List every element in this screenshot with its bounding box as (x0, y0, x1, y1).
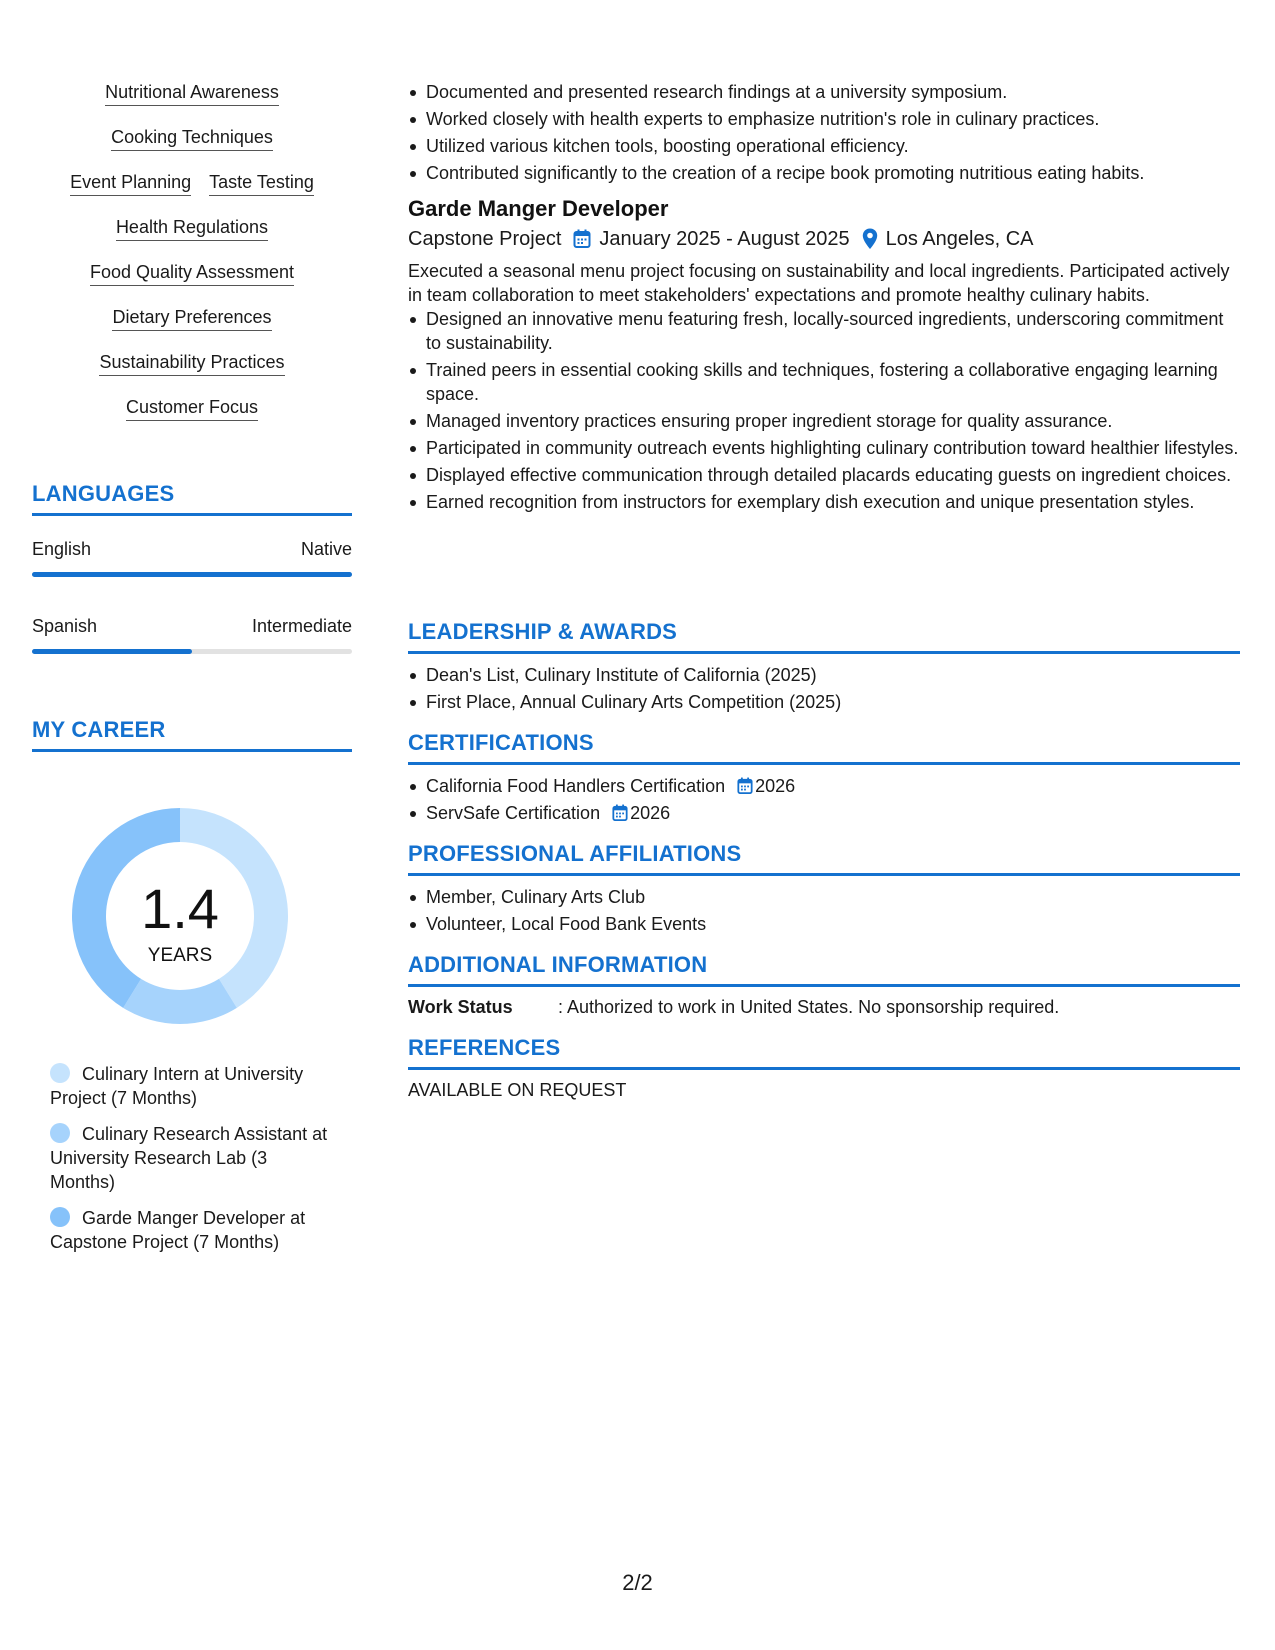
calendar-icon (737, 777, 753, 795)
career-section (32, 716, 352, 752)
career-donut-chart (60, 796, 300, 1036)
calendar-icon (573, 229, 591, 249)
awards-heading: LEADERSHIP & AWARDS (408, 619, 678, 644)
legend-dot (50, 1207, 70, 1227)
bullet-item: Earned recognition from instructors for exemplary dish execution and unique presentation styles. (408, 490, 1240, 514)
calendar-icon (612, 804, 628, 822)
section-divider (32, 749, 352, 752)
affiliation-item: Member, Culinary Arts Club (408, 885, 1240, 909)
job-meta (408, 225, 1240, 253)
legend-item (50, 1062, 330, 1110)
work-status-row (408, 995, 1240, 1019)
bullet-item: Designed an innovative menu featuring fresh, locally-sourced ingredients, underscoring commitment to sustainability. (408, 307, 1240, 355)
certifications-section (408, 729, 1240, 828)
skill-row (32, 125, 352, 151)
experience-section (408, 80, 1240, 517)
awards-list (408, 663, 1240, 714)
career-legend (50, 1062, 330, 1266)
section-divider (408, 1067, 1240, 1070)
language-name: English (32, 539, 92, 559)
language-proficiency-fill (32, 572, 352, 577)
skill-row (32, 170, 352, 196)
legend-item (50, 1206, 330, 1254)
skill-tag: Dietary Preferences (112, 305, 271, 331)
languages-heading: LANGUAGES (32, 481, 175, 506)
skill-tag: Customer Focus (126, 395, 258, 421)
affiliations-list (408, 885, 1240, 936)
language-item (32, 615, 352, 654)
certification-year: 2026 (630, 803, 671, 823)
certification-item (408, 801, 1240, 825)
skill-tag: Food Quality Assessment (90, 260, 294, 286)
job-title: Garde Manger Developer (408, 196, 669, 221)
skill-row (32, 305, 352, 331)
certification-year: 2026 (755, 776, 796, 796)
certification-name: ServSafe Certification (426, 803, 601, 823)
section-divider (408, 762, 1240, 765)
bullet-item: Worked closely with health experts to emphasize nutrition's role in culinary practices. (408, 107, 1240, 131)
language-proficiency-bar (32, 572, 352, 577)
skill-tag: Event Planning (70, 170, 191, 196)
awards-section (408, 618, 1240, 717)
legend-label: Culinary Research Assistant at University Research Lab (3 Months) (50, 1124, 328, 1192)
certification-name: California Food Handlers Certification (426, 776, 726, 796)
language-proficiency-bar (32, 649, 352, 654)
certifications-heading: CERTIFICATIONS (408, 730, 594, 755)
map-pin-icon (862, 228, 878, 250)
bullet-item: Documented and presented research findings at a university symposium. (408, 80, 1240, 104)
skill-tag: Health Regulations (116, 215, 268, 241)
job-summary: Executed a seasonal menu project focusing on sustainability and local ingredients. Participated actively in team collaboration to meet stakeholders' expectations and promote healthy culinary habits. (408, 261, 1230, 305)
job-bullets (408, 307, 1240, 514)
skill-tag: Taste Testing (209, 170, 314, 196)
skill-row (32, 350, 352, 376)
language-level: Intermediate (251, 616, 352, 636)
previous-job-bullets (408, 80, 1240, 185)
page-number: 2/2 (622, 1570, 653, 1595)
award-item: Dean's List, Culinary Institute of California (2025) (408, 663, 1240, 687)
section-divider (408, 873, 1240, 876)
languages-section (32, 480, 352, 654)
legend-dot (50, 1063, 70, 1083)
additional-info-heading: ADDITIONAL INFORMATION (408, 952, 708, 977)
job-dates: January 2025 - August 2025 (599, 228, 850, 250)
skill-row (32, 80, 352, 106)
bullet-item: Managed inventory practices ensuring proper ingredient storage for quality assurance. (408, 409, 1240, 433)
references-heading: REFERENCES (408, 1035, 561, 1060)
language-item (32, 538, 352, 577)
job-company: Capstone Project (408, 228, 562, 250)
skills-list (32, 80, 352, 440)
language-name: Spanish (32, 616, 98, 636)
bullet-item: Trained peers in essential cooking skills and techniques, fostering a collaborative engaging learning space. (408, 358, 1240, 406)
bullet-item: Participated in community outreach events highlighting culinary contribution toward healthier lifestyles. (408, 436, 1240, 460)
skill-row (32, 395, 352, 421)
section-divider (32, 513, 352, 516)
references-text: AVAILABLE ON REQUEST (408, 1080, 627, 1100)
work-status-value: : Authorized to work in United States. No sponsorship required. (558, 997, 1060, 1017)
award-item: First Place, Annual Culinary Arts Competition (2025) (408, 690, 1240, 714)
career-total-unit: YEARS (147, 945, 213, 966)
career-heading: MY CAREER (32, 717, 166, 742)
work-status-label: Work Status (408, 997, 513, 1017)
bullet-item: Utilized various kitchen tools, boosting operational efficiency. (408, 134, 1240, 158)
references-section (408, 1034, 1240, 1102)
legend-item (50, 1122, 330, 1194)
section-divider (408, 651, 1240, 654)
certifications-list (408, 774, 1240, 825)
job-location: Los Angeles, CA (885, 228, 1034, 250)
affiliations-heading: PROFESSIONAL AFFILIATIONS (408, 841, 742, 866)
skill-tag: Cooking Techniques (111, 125, 273, 151)
bullet-item: Displayed effective communication through detailed placards educating guests on ingredient choices. (408, 463, 1240, 487)
language-level: Native (300, 539, 352, 559)
skill-row (32, 260, 352, 286)
affiliation-item: Volunteer, Local Food Bank Events (408, 912, 1240, 936)
bullet-item: Contributed significantly to the creation of a recipe book promoting nutritious eating habits. (408, 161, 1240, 185)
skill-tag: Nutritional Awareness (105, 80, 279, 106)
affiliations-section (408, 840, 1240, 939)
skill-tag: Sustainability Practices (99, 350, 284, 376)
skill-row (32, 215, 352, 241)
career-total-value: 1.4 (141, 877, 219, 940)
donut-segment (123, 979, 237, 1024)
legend-dot (50, 1123, 70, 1143)
language-proficiency-fill (32, 649, 192, 654)
section-divider (408, 984, 1240, 987)
legend-label: Culinary Intern at University Project (7 Months) (50, 1064, 304, 1108)
legend-label: Garde Manger Developer at Capstone Project (7 Months) (50, 1208, 306, 1252)
additional-info-section (408, 951, 1240, 1019)
certification-item (408, 774, 1240, 798)
